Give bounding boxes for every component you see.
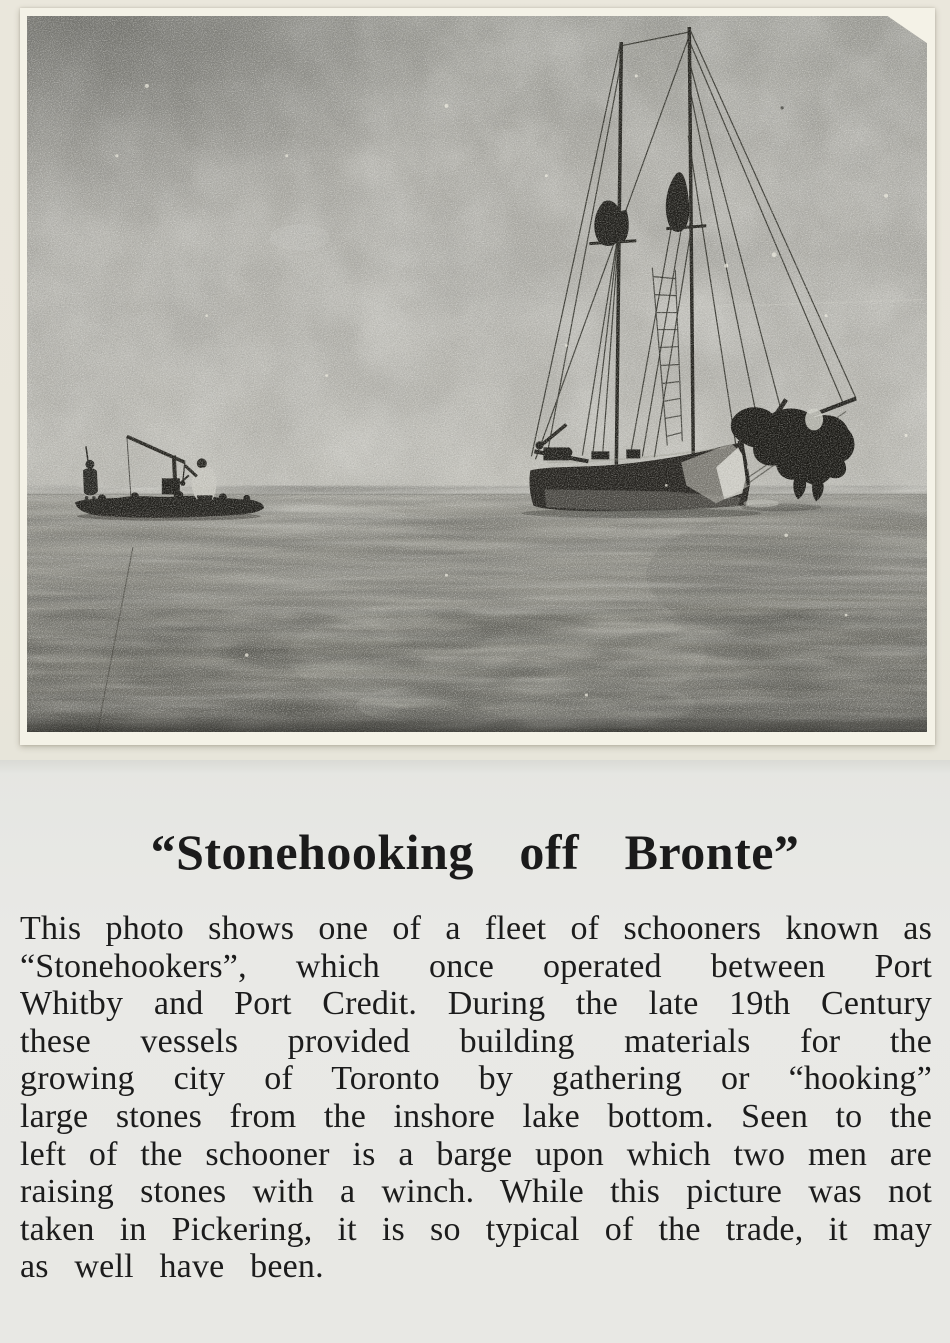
photo-print (20, 8, 935, 745)
page-title: “Stonehooking off Bronte” (150, 824, 800, 880)
caption-text (20, 910, 932, 1286)
caption-line: taken in Pickering, it is so typical of the trade, it may (20, 1210, 932, 1248)
caption-line: large stones from the inshore lake bottom. Seen to the (20, 1097, 932, 1135)
schooner-photo-art (27, 16, 927, 732)
caption-line: these vessels provided building materials for the (20, 1022, 932, 1060)
bottom-edge-vignette (27, 713, 927, 732)
film-grain-dark (27, 16, 927, 732)
caption-line: growing city of Toronto by gathering or “hooking” (20, 1060, 932, 1098)
photograph (27, 16, 927, 732)
caption-line: left of the schooner is a barge upon which two men are (20, 1135, 932, 1173)
caption-line: as well have been. (20, 1248, 324, 1286)
caption-section (0, 760, 950, 1286)
caption-line: This photo shows one of a fleet of schooners known as (20, 910, 932, 947)
caption-line: “Stonehookers”, which once operated between Port (20, 947, 932, 985)
caption-line: Whitby and Port Credit. During the late 19th Century (20, 985, 932, 1023)
caption-line: raising stones with a winch. While this picture was not (20, 1173, 932, 1211)
